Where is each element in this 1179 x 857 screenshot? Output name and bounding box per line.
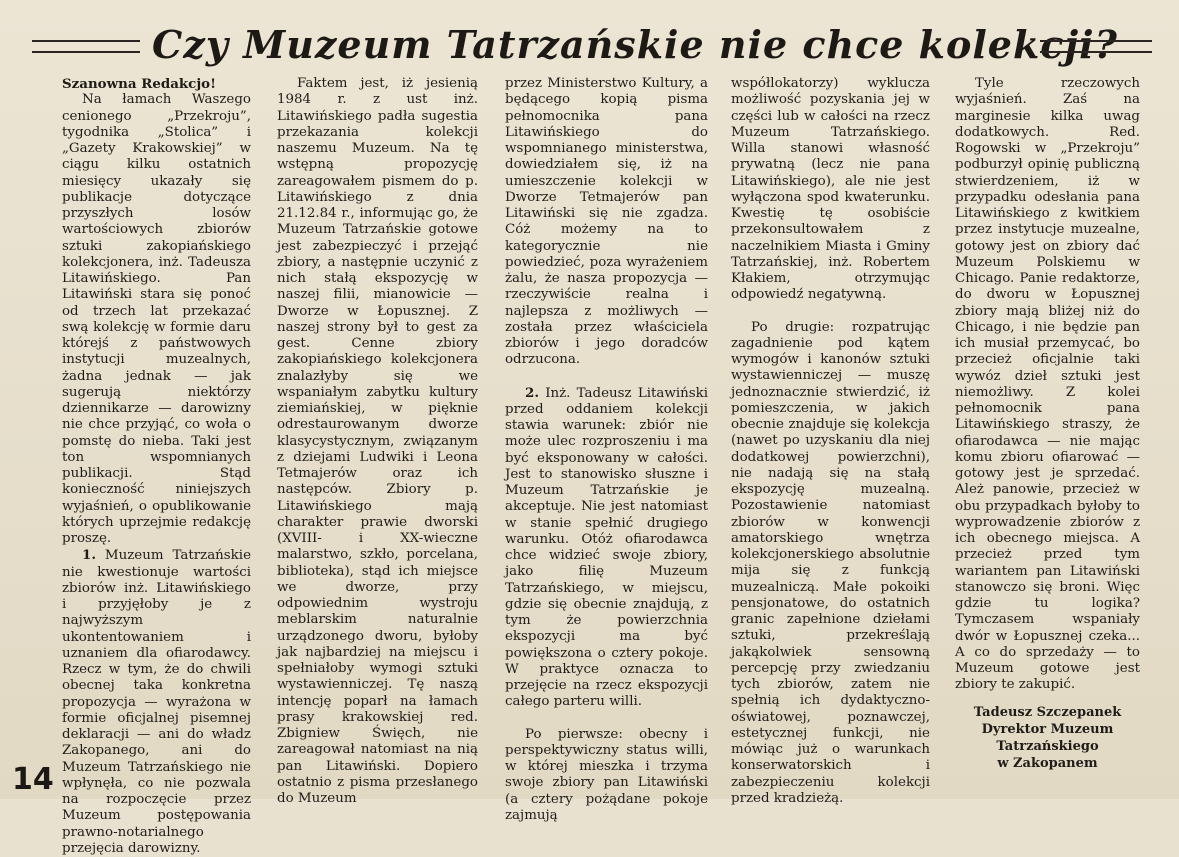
paragraph: Tyle rzeczowych wyjaśnień. Zaś na marginesie kilka uwag dodatkowych. Red. Rogowski w „Przekroju” podburzył opinię publiczną stwierdzeniem, iż w przypadku odesłania pana Litawińskiego z kwitkiem przez instytucje muzealne, gotowy jest on zbiory dać Muzeum Polskiemu w Chicago. Panie redaktorze, do dworu w Łopusznej zbiory mają bliżej niż do Chicago, i nie będzie pan ich musiał przemycać, bo przecież oficjalnie taki wywóz dzieł sztuki jest niemożliwy. Z kolei pełnomocnik pana Litawińskiego straszy, że ofiarodawca — nie mając komu zbioru ofiarować — gotowy jest je sprzedać. Ależ panowie, przecież w obu przypadkach byłoby to wyprowadzenie zbiorów z ich obecnego miejsca. A przecież przed tym wariantem pan Litawiński stanowczo się broni. Więc gdzie tu logika? Tymczasem wspaniały dwór w Łopusznej czeka... A co do sprzedaży — to Muzeum gotowe jest zbiory te zakupić. [955, 76, 1140, 693]
text-column-2 [277, 76, 478, 807]
paragraph-gap [505, 369, 708, 385]
author-institution: Tatrzańskiego [996, 739, 1099, 754]
author-location: w Zakopanem [997, 756, 1098, 771]
paragraph: przez Ministerstwo Kultury, a będącego kopią pisma pełnomocnika pana Litawińskiego do wspomnianego ministerstwa, dowiedziałem się, iż na umieszczenie kolekcji w Dworze Tetmajerów pan Litawiński się nie zgadza. Cóż możemy na to kategorycznie nie powiedzieć, poza wyrażeniem żalu, że nasza propozycja — rzeczywiście realna i najlepsza z możliwych — została przez właściciela zbiorów i jego doradców odrzucona. [505, 76, 708, 368]
paragraph-text: Muzeum Tatrzańskie nie kwestionuje wartości zbiorów inż. Litawińskiego i przyjęłoby je z najwyższym ukontentowaniem i uznaniem dla ofiarodawcy. Rzecz w tym, że do chwili obecnej taka konkretna propozycja — wyrażona w formie oficjalnej pisemnej deklaracji — ani do władz Zakopanego, ani do Muzeum Tatrzańskiego nie wpłynęła, co nie pozwala na rozpoczęcie przez Muzeum postępowania prawno-notarialnego przejęcia darowizny. [62, 548, 251, 856]
page-number: 14 [12, 762, 54, 797]
author-title: Dyrektor Muzeum [981, 722, 1114, 737]
paragraph: współlokatorzy) wyklucza możliwość pozyskania jej w części lub w całości na rzecz Muzeum Tatrzańskiego. Willa stanowi własność prywatną (lecz nie pana Litawińskiego), ale nie jest wyłączona spod kwaterunku. Kwestię tę osobiście przekonsultowałem z naczelnikiem Miasta i Gminy Tatrzańskiej, inż. Robertem Kłakiem, otrzymując odpowiedź negatywną. [731, 76, 930, 303]
author-name: Tadeusz Szczepanek [973, 705, 1122, 720]
decorative-rule-right [1040, 40, 1152, 53]
paragraph-text: Inż. Tadeusz Litawiński przed oddaniem kolekcji stawia warunek: zbiór nie może ulec rozproszeniu i ma być eksponowany w całości. Jest to stanowisko słuszne i Muzeum Tatrzańskie je akceptuje. Nie jest natomiast w stanie spełnić drugiego warunku. Otóż ofiarodawca chce widzieć swoje zbiory, jako filię Muzeum Tatrzańskiego, w miejscu, gdzie się obecnie znajdują, z tym że powierzchnia ekspozycji ma być powiększona o cztery pokoje. W praktyce oznacza to przejęcie na rzecz ekspozycji całego parteru willi. [505, 385, 708, 710]
text-column-1 [62, 76, 251, 857]
paragraph: Faktem jest, iż jesienią 1984 r. z ust inż. Litawińskiego padła sugestia przekazania kolekcji naszemu Muzeum. Na tę wstępną propozycję zareagowałem pismem do p. Litawińskiego z dnia 21.12.84 r., informując go, że Muzeum Tatrzańskie gotowe jest zabezpieczyć i przejąć zbiory, a następnie uczynić z nich stałą ekspozycję w naszej filii, mianowicie — Dworze w Łopusznej. Z naszej strony był to gest za gest. Cenne zbiory zakopiańskiego kolekcjonera znalazłyby się we wspaniałym zabytku kultury ziemiańskiej, w pięknie odrestaurowanym dworze klasycystycznym, związanym z dziejami Ludwiki i Leona Tetmajerów oraz ich następców. Zbiory p. Litawińskiego mają charakter prawie dworski (XVIII- i XX-wieczne malarstwo, szkło, porcelana, biblioteka), stąd ich miejsce we dworze, przy odpowiednim wystroju meblarskim naturalnie urządzonego dworu, byłoby jak najbardziej na miejscu i spełniałoby wymogi sztuki wystawienniczej. Tę naszą intencję poparł na łamach prasy krakowskiej red. Zbigniew Święch, nie zareagował natomiast na nią pan Litawiński. Dopiero ostatnio z pisma przesłanego do Muzeum [277, 76, 478, 806]
point-number: 1. [82, 547, 96, 564]
paragraph [505, 385, 708, 711]
article-title: Czy Muzeum Tatrzańskie nie chce kolekcji? [152, 22, 1118, 67]
paragraph: Po pierwsze: obecny i perspektywiczny status willi, w której mieszka i trzyma swoje zbiory pan Litawiński (a cztery pożądane pokoje zajmują [505, 726, 708, 823]
paragraph [62, 547, 251, 857]
paragraph: Po drugie: rozpatrując zagadnienie pod kątem wymogów i kanonów sztuki wystawienniczej — muszę jednoznacznie stwierdzić, iż pomieszczenia, w jakich obecnie znajduje się kolekcja (nawet po uzyskaniu dla niej dodatkowej powierzchni), nie nadają się na stałą ekspozycję muzealną. Pozostawienie natomiast zbiorów w konwencji amatorskiego wnętrza kolekcjonerskiego absolutnie mija się z funkcją muzealniczą. Małe pokoiki pensjonatowe, do ostatnich granic zapełnione dziełami sztuki, przekreślają jakąkolwiek sensowną percepcję przy zwiedzaniu tych zbiorów, zatem nie spełnią ich dydaktyczno-oświatowej, poznawczej, estetycznej funkcji, nie mówiąc już o warunkach konserwatorskich i zabezpieczeniu kolekcji przed kradzieżą. [731, 319, 930, 806]
greeting: Szanowna Redakcjo! [62, 76, 216, 92]
headline-banner [20, 18, 1160, 72]
text-column-4 [731, 76, 930, 807]
author-signature [955, 704, 1140, 772]
paragraph-gap [731, 304, 930, 320]
paragraph: Na łamach Waszego cenionego „Przekroju”, tygodnika „Stolica” i „Gazety Krakowskiej” w ciągu kilku ostatnich miesięcy ukazały się publikacje dotyczące przyszłych losów wartościowych zbiorów sztuki zakopiańskiego kolekcjonera, inż. Tadeusza Litawińskiego. Pan Litawiński stara się ponoć od trzech lat przekazać swą kolekcję w formie daru którejś z państwowych instytucji muzealnych, żadna jednak — jak sugerują niektórzy dziennikarze — darowizny nie chce przyjąć, co woła o pomstę do nieba. Taki jest ton wspomnianych publikacji. Stąd konieczność niniejszych wyjaśnień, o opublikowanie których uprzejmie redakcję proszę. [62, 92, 251, 546]
text-column-5 [955, 76, 1140, 694]
paragraph-gap [505, 711, 708, 727]
text-column-3 [505, 76, 708, 824]
point-number: 2. [525, 384, 539, 401]
decorative-rule-left [32, 40, 140, 53]
